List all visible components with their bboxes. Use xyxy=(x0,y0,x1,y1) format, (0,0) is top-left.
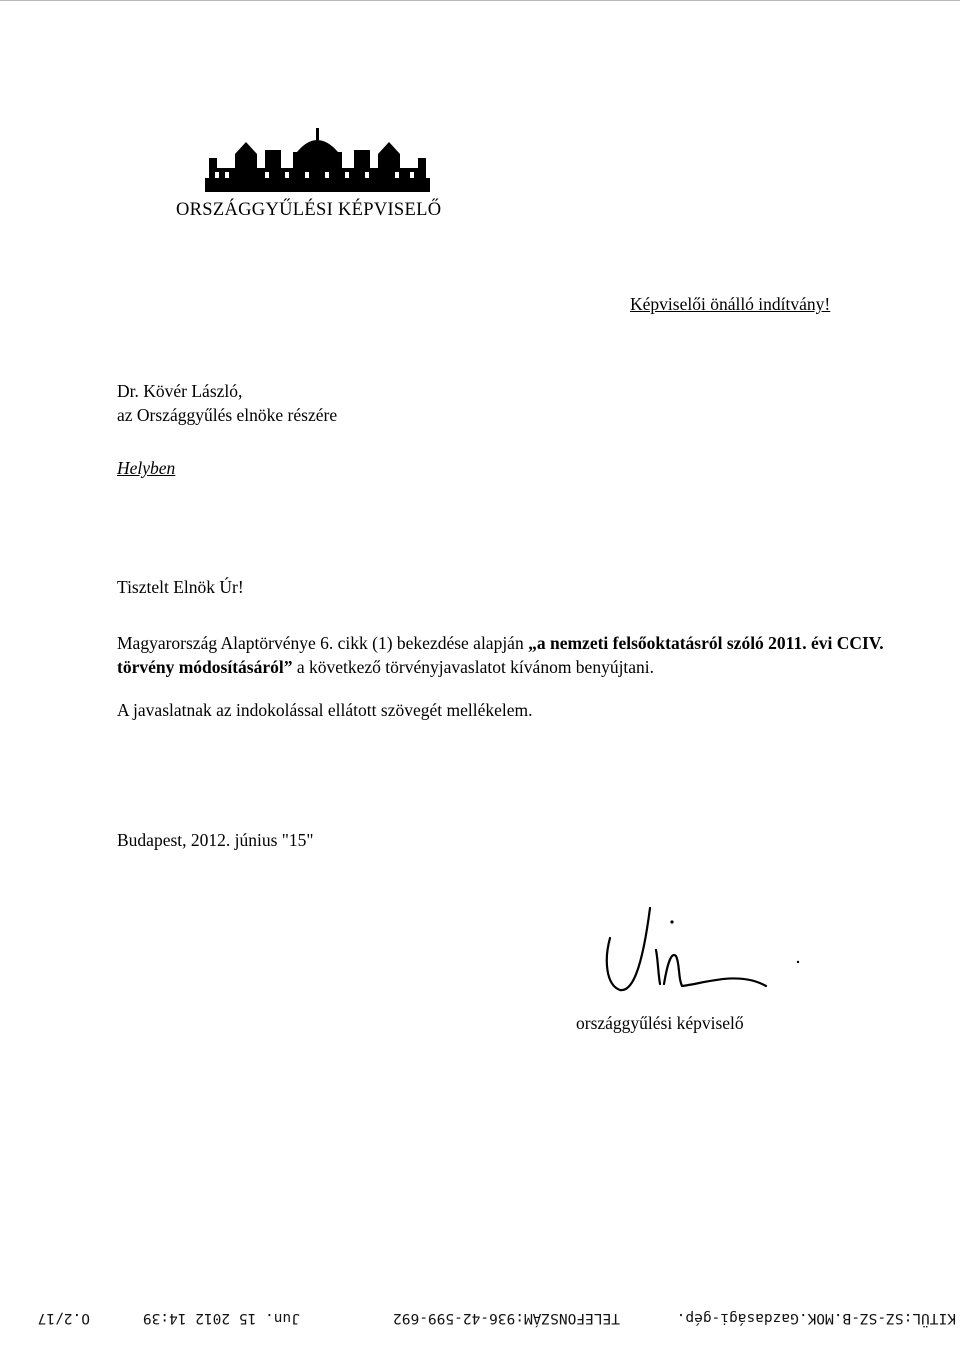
recipient-role: az Országgyűlés elnöke részére xyxy=(117,405,338,425)
fax-phone: TELEFONSZÁM:936-42-599-692 xyxy=(393,1310,620,1326)
fax-page-number: O.2/17 xyxy=(37,1310,90,1326)
header-title: ORSZÁGGYŰLÉSI KÉPVISELŐ xyxy=(176,200,442,220)
recipient-name: Dr. Kövér László, xyxy=(117,381,243,401)
bill-title: „a nemzeti felsőoktatásról szóló 2011. évi CCIV. törvény módosításáról” xyxy=(117,633,884,677)
signature-label: országgyűlési képviselő xyxy=(576,1013,744,1033)
recipient-location: Helyben xyxy=(117,458,176,478)
fax-sender: KITÜL:SZ-SZ-B.MOK.Gazdasági-gép. xyxy=(676,1310,956,1326)
parliament-emblem-icon xyxy=(205,128,430,194)
date-line: Budapest, 2012. június "15" xyxy=(117,830,314,850)
page-top-edge xyxy=(0,0,960,1)
fax-header-line xyxy=(0,1304,960,1328)
body-text-start: Magyarország Alaptörvénye 6. cikk (1) bekezdése alapján xyxy=(117,633,529,653)
motion-title: Képviselői önálló indítvány! xyxy=(630,294,831,314)
fax-datetime: Jun. 15 2012 14:39 xyxy=(142,1310,300,1326)
body-text-end: a következő törvényjavaslatot kívánom benyújtani. xyxy=(292,657,655,677)
body-paragraph xyxy=(117,631,897,679)
handwritten-signature xyxy=(598,900,808,1005)
salutation: Tisztelt Elnök Úr! xyxy=(117,577,244,597)
attachment-note: A javaslatnak az indokolással ellátott szövegét mellékelem. xyxy=(117,700,533,720)
